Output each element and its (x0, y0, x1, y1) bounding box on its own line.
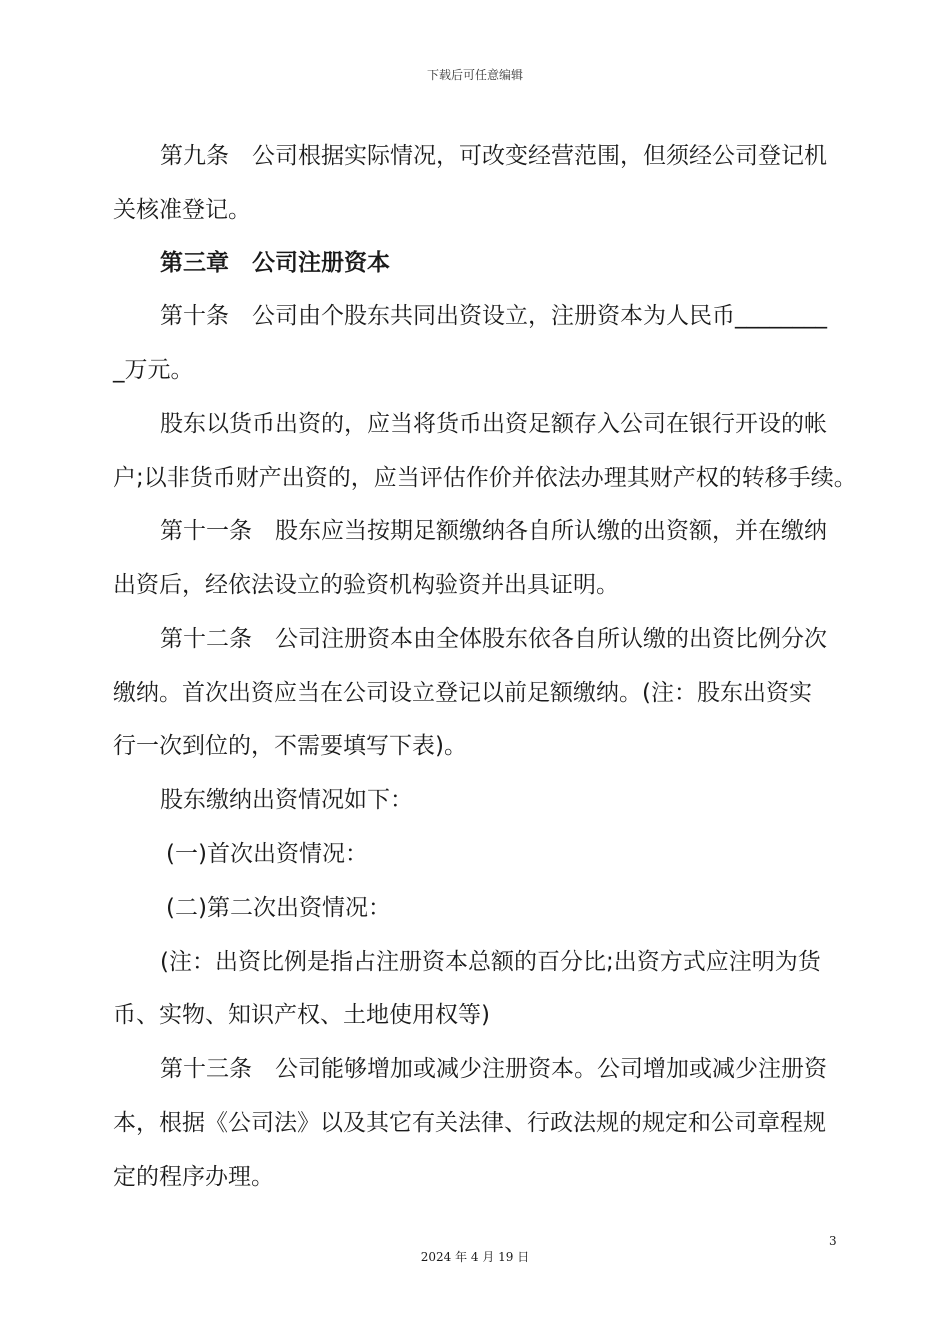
page-number: 3 (829, 1234, 837, 1248)
note-line-2: 币、实物、知识产权、土地使用权等) (113, 1002, 490, 1028)
chapter-3-heading: 第三章 公司注册资本 (160, 250, 390, 276)
article-11-line-1: 第十一条 股东应当按期足额缴纳各自所认缴的出资额，并在缴纳 (160, 518, 827, 544)
article-12-line-2: 缴纳。首次出资应当在公司设立登记以前足额缴纳。(注：股东出资实 (113, 680, 812, 706)
article-11-line-2: 出资后，经依法设立的验资机构验资并出具证明。 (113, 572, 619, 598)
article-13-line-1: 第十三条 公司能够增加或减少注册资本。公司增加或减少注册资 (160, 1056, 827, 1082)
footer-date: 2024 年 4 月 19 日 (420, 1250, 530, 1264)
article-9-line-1: 第九条 公司根据实际情况，可改变经营范围，但须经公司登记机 (160, 143, 827, 169)
article-10-line-1: 第十条 公司由个股东共同出资设立，注册资本为人民币________ (160, 303, 827, 329)
paragraph-line: 户;以非货币财产出资的，应当评估作价并依法办理其财产权的转移手续。 (113, 465, 857, 491)
list-item: (二)第二次出资情况： (166, 895, 391, 921)
paragraph-line: 股东缴纳出资情况如下： (160, 787, 413, 813)
article-9-line-2: 关核准登记。 (113, 197, 251, 223)
list-item: (一)首次出资情况： (166, 841, 368, 867)
page-header: 下载后可任意编辑 (426, 68, 523, 82)
article-12-line-3: 行一次到位的，不需要填写下表)。 (113, 733, 467, 759)
paragraph-line: 股东以货币出资的，应当将货币出资足额存入公司在银行开设的帐 (160, 411, 827, 437)
article-13-line-2: 本，根据《公司法》以及其它有关法律、行政法规的规定和公司章程规 (113, 1110, 826, 1136)
article-12-line-1: 第十二条 公司注册资本由全体股东依各自所认缴的出资比例分次 (160, 626, 827, 652)
article-13-line-3: 定的程序办理。 (113, 1164, 274, 1190)
note-line-1: (注：出资比例是指占注册资本总额的百分比;出资方式应注明为货 (160, 949, 821, 975)
article-10-line-2: _万元。 (113, 357, 194, 383)
